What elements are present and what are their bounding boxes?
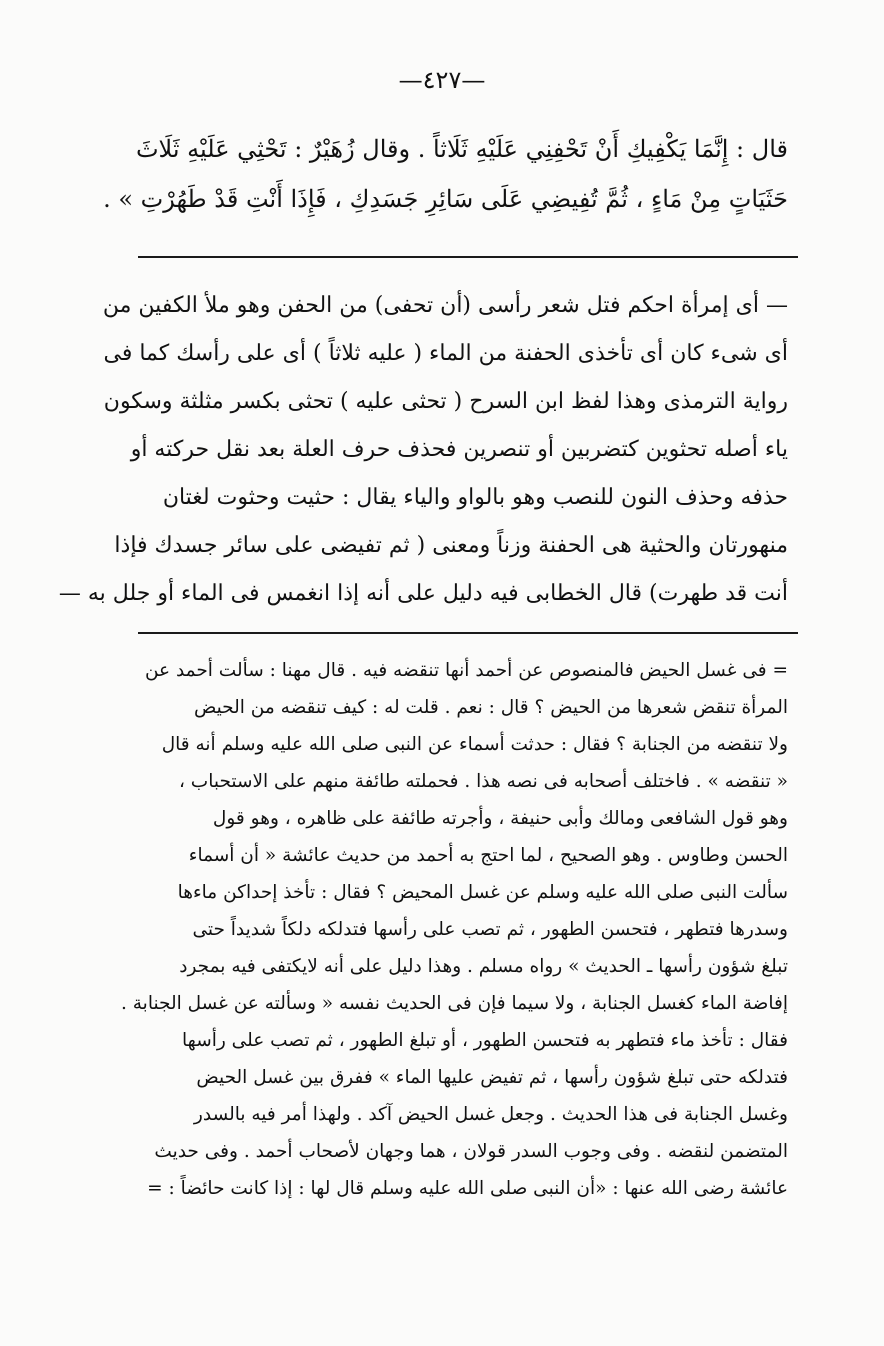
footnote-line-15: عائشة رضى الله عنها : «أن النبى صلى الله عليه وسلم قال لها : إذا كانت حائضاً : = [147,1178,788,1199]
footnote-line-10: إفاضة الماء كغسل الجنابة ، ولا سيما فإن فى الحديث نفسه « وسألته عن غسل الجنابة . [121,993,788,1014]
divider-rule [138,632,798,634]
divider-rule [138,256,798,258]
footnote-line-11: فقال : تأخذ ماء فتطهر به فتحسن الطهور ، أو تبلغ الطهور ، ثم تصب على رأسها [182,1030,788,1051]
footnote-line-3: ولا تنقضه من الجنابة ؟ فقال : حدثت أسماء عن النبى صلى الله عليه وسلم أنه قال [161,734,788,755]
commentary-line-6: منهورتان والحثية هى الحفنة وزناً ومعنى ( ثم تفيضى على سائر جسدك فإذا [114,533,788,558]
commentary-line-4: ياء أصله تحثوين كتضربين أو تنصرين فحذف حرف العلة بعد نقل حركته أو [130,437,788,462]
footnote-line-4: « تنقضه » . فاختلف أصحابه فى نصه هذا . فحملته طائفة منهم على الاستحباب ، [178,771,788,792]
footnote-line-6: الحسن وطاوس . وهو الصحيح ، لما احتج به أحمد من حديث عائشة « أن أسماء [188,845,788,866]
footnote-line-1: = فى غسل الحيض فالمنصوص عن أحمد أنها تنقضه فيه . قال مهنا : سألت أحمد عن [144,660,788,681]
footnote-line-12: فتدلكه حتى تبلغ شؤون رأسها ، ثم تفيض عليها الماء » ففرق بين غسل الحيض [196,1067,788,1088]
commentary-line-3: رواية الترمذى وهذا لفظ ابن السرح ( تحثى عليه ) تحثى بكسر مثلثة وسكون [103,389,788,414]
footnotes-text [121,652,788,1207]
footnote-line-9: تبلغ شؤون رأسها ـ الحديث » رواه مسلم . وهذا دليل على أنه لايكتفى فيه بمجرد [179,956,788,977]
footnote-line-13: وغسل الجنابة فى هذا الحديث . وجعل غسل الحيض آكد . ولهذا أمر فيه بالسدر [193,1104,788,1125]
footnote-line-14: المتضمن لنقضه . وفى وجوب السدر قولان ، هما وجهان لأصحاب أحمد . وفى حديث [154,1141,788,1162]
hadith-text [103,124,788,224]
commentary-line-5: حذفه وحذف النون للنصب وهو بالواو والياء يقال : حثيت وحثوت لغتان [162,485,788,510]
page-number: —٤٢٧— [398,66,486,94]
footnote-line-5: وهو قول الشافعى ومالك وأبى حنيفة ، وأجرته طائفة على ظاهره ، وهو قول [212,808,788,829]
hadith-line-1: قال : إِنَّمَا يَكْفِيكِ أَنْ تَحْفِنِي عَلَيْهِ ثَلَاثاً . وقال زُهَيْرٌ : تَحْثِي عَلَيْهِ ثَلَاثَ [135,135,788,163]
commentary-line-7: أنت قد طهرت) قال الخطابى فيه دليل على أنه إذا انغمس فى الماء أو جلل به — [58,581,788,606]
footnote-line-8: وسدرها فتطهر ، فتحسن الطهور ، ثم تصب على رأسها فتدلكه دلكاً شديداً حتى [192,919,788,940]
commentary-text [58,282,788,618]
footnote-line-2: المرأة تنقض شعرها من الحيض ؟ قال : نعم . قلت له : كيف تنقضه من الحيض [193,697,788,718]
commentary-line-1: — أى إمرأة احكم فتل شعر رأسى (أن تحفى) من الحفن وهو ملأ الكفين من [102,293,788,318]
commentary-line-2: أى شىء كان أى تأخذى الحفنة من الماء ( عليه ثلاثاً ) أى على رأسك كما فى [103,341,788,366]
footnote-line-7: سألت النبى صلى الله عليه وسلم عن غسل المحيض ؟ فقال : تأخذ إحداكن ماءها [177,882,788,903]
hadith-line-2: حَثَيَاتٍ مِنْ مَاءٍ ، ثُمَّ تُفِيضِي عَلَى سَائِرِ جَسَدِكِ ، فَإِذَا أَنْتِ قَدْ طَهُرْتِ » . [103,185,788,213]
